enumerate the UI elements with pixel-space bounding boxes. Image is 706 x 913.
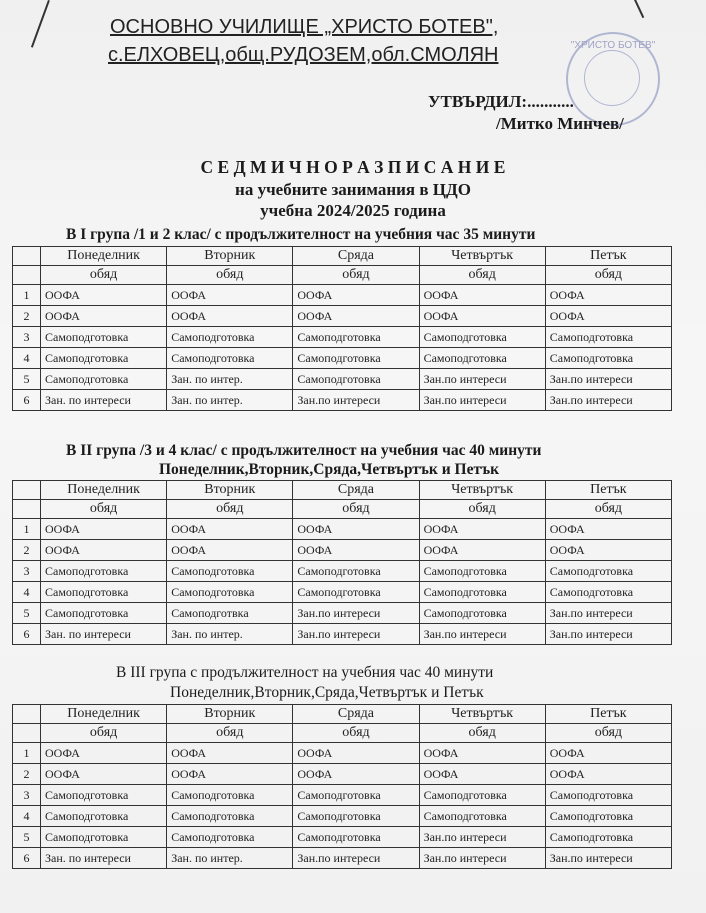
activity-cell: Зан.по интереси (419, 827, 545, 848)
activity-cell: Самоподготовка (545, 561, 671, 582)
activity-cell: ООФА (293, 743, 419, 764)
activity-cell: Самоподготовка (41, 806, 167, 827)
period-number-cell: 2 (13, 306, 41, 327)
period-number-cell: 3 (13, 561, 41, 582)
schedule-row (13, 285, 672, 306)
day-header-cell: Понеделник (41, 481, 167, 500)
activity-cell: ООФА (293, 285, 419, 306)
activity-cell: Самоподготовка (167, 827, 293, 848)
activity-cell: Самоподготовка (419, 348, 545, 369)
activity-cell: Самоподготовка (293, 369, 419, 390)
period-number-cell: 5 (13, 369, 41, 390)
activity-cell: Самоподготовка (167, 582, 293, 603)
schedule-row (13, 785, 672, 806)
activity-cell: ООФА (41, 519, 167, 540)
day-header-cell: Вторник (167, 705, 293, 724)
group-1-body (13, 285, 672, 411)
schedule-row (13, 582, 672, 603)
activity-cell: Зан.по интереси (545, 369, 671, 390)
activity-cell: Самоподготовка (545, 348, 671, 369)
day-header-cell: Четвъртък (419, 705, 545, 724)
activity-cell: ООФА (167, 306, 293, 327)
schedule-row (13, 369, 672, 390)
day-corner-cell (13, 247, 41, 266)
activity-cell: ООФА (167, 743, 293, 764)
group-3-day-row (13, 705, 672, 724)
activity-cell: Зан.по интереси (293, 603, 419, 624)
activity-cell: Самоподготовка (167, 806, 293, 827)
group-1-lunch-row (13, 266, 672, 285)
activity-cell: ООФА (293, 764, 419, 785)
schedule-row (13, 390, 672, 411)
activity-cell: Самоподготовка (419, 582, 545, 603)
period-number-cell: 6 (13, 390, 41, 411)
activity-cell: Зан.по интереси (545, 603, 671, 624)
activity-cell: Самоподготовка (293, 582, 419, 603)
approve-name: /Митко Минчев/ (496, 114, 624, 133)
lunch-cell: обяд (293, 724, 419, 743)
activity-cell: Зан.по интереси (419, 369, 545, 390)
schedule-row (13, 827, 672, 848)
activity-cell: Самоподготовка (419, 603, 545, 624)
activity-cell: ООФА (41, 306, 167, 327)
stamp-text: "ХРИСТО БОТЕВ" (570, 40, 656, 51)
activity-cell: Самоподготовка (293, 561, 419, 582)
schedule-title: С Е Д М И Ч Н О Р А З П И С А Н И Е (200, 157, 506, 177)
activity-cell: Зан. по интереси (41, 624, 167, 645)
activity-cell: Самоподготовка (41, 827, 167, 848)
day-header-cell: Сряда (293, 247, 419, 266)
schedule-row (13, 603, 672, 624)
lunch-cell: обяд (545, 266, 671, 285)
activity-cell: ООФА (41, 285, 167, 306)
period-number-cell: 1 (13, 743, 41, 764)
activity-cell: Самоподготовка (167, 785, 293, 806)
period-number-cell: 3 (13, 785, 41, 806)
day-corner-cell (13, 481, 41, 500)
schedule-row (13, 561, 672, 582)
group-1-day-row (13, 247, 672, 266)
lunch-cell: обяд (419, 724, 545, 743)
activity-cell: Самоподготвка (167, 603, 293, 624)
schedule-year: учебна 2024/2025 година (260, 201, 446, 220)
schedule-row (13, 848, 672, 869)
activity-cell: Зан. по интер. (167, 369, 293, 390)
activity-cell: ООФА (293, 540, 419, 561)
activity-cell: Самоподготовка (41, 561, 167, 582)
schedule-row (13, 764, 672, 785)
lunch-cell: обяд (293, 500, 419, 519)
lunch-cell: обяд (545, 724, 671, 743)
group-3-table (12, 704, 672, 869)
schedule-subtitle: на учебните занимания в ЦДО (235, 180, 471, 199)
activity-cell: Самоподготовка (167, 327, 293, 348)
group-1-heading: В I група /1 и 2 клас/ с продължителност на учебния час 35 минути (66, 226, 536, 243)
activity-cell: ООФА (419, 540, 545, 561)
period-number-cell: 5 (13, 827, 41, 848)
activity-cell: Самоподготовка (41, 785, 167, 806)
activity-cell: Самоподготовка (419, 806, 545, 827)
activity-cell: Зан.по интереси (293, 848, 419, 869)
group-2-heading: В II група /3 и 4 клас/ с продължителност на учебния час 40 минути (66, 442, 542, 459)
activity-cell: Самоподготовка (293, 827, 419, 848)
activity-cell: ООФА (545, 306, 671, 327)
activity-cell: Самоподготовка (41, 603, 167, 624)
day-header-cell: Сряда (293, 481, 419, 500)
activity-cell: Зан. по интер. (167, 848, 293, 869)
period-number-cell: 2 (13, 540, 41, 561)
day-header-cell: Четвъртък (419, 247, 545, 266)
group-3-heading: В III група с продължителност на учебния час 40 минути (116, 664, 494, 681)
activity-cell: ООФА (167, 519, 293, 540)
activity-cell: Зан.по интереси (545, 390, 671, 411)
day-header-cell: Четвъртък (419, 481, 545, 500)
activity-cell: Зан.по интереси (419, 848, 545, 869)
activity-cell: ООФА (41, 743, 167, 764)
group-1-table (12, 246, 672, 411)
activity-cell: ООФА (545, 285, 671, 306)
schedule-row (13, 348, 672, 369)
activity-cell: Зан.по интереси (293, 390, 419, 411)
day-header-cell: Петък (545, 247, 671, 266)
pin-line-right (634, 0, 644, 18)
lunch-cell: обяд (545, 500, 671, 519)
activity-cell: Самоподготовка (41, 348, 167, 369)
day-header-cell: Вторник (167, 247, 293, 266)
activity-cell: Зан.по интереси (419, 390, 545, 411)
period-number-cell: 4 (13, 806, 41, 827)
activity-cell: ООФА (419, 285, 545, 306)
activity-cell: ООФА (41, 764, 167, 785)
activity-cell: ООФА (41, 540, 167, 561)
activity-cell: Самоподготовка (545, 582, 671, 603)
group-2-day-row (13, 481, 672, 500)
activity-cell: Самоподготовка (41, 369, 167, 390)
period-number-cell: 3 (13, 327, 41, 348)
activity-cell: Самоподготовка (293, 348, 419, 369)
activity-cell: Зан. по интереси (41, 390, 167, 411)
activity-cell: ООФА (419, 743, 545, 764)
activity-cell: Самоподготовка (167, 348, 293, 369)
group-2-body (13, 519, 672, 645)
schedule-row (13, 743, 672, 764)
lunch-cell: обяд (41, 266, 167, 285)
lunch-cell: обяд (41, 500, 167, 519)
activity-cell: ООФА (167, 764, 293, 785)
activity-cell: ООФА (293, 306, 419, 327)
lunch-cell: обяд (167, 266, 293, 285)
stamp-inner-ring (584, 50, 640, 106)
lunch-corner-cell (13, 266, 41, 285)
schedule-row (13, 306, 672, 327)
approve-label: УТВЪРДИЛ:........... (428, 92, 574, 111)
day-corner-cell (13, 705, 41, 724)
group-2-lunch-row (13, 500, 672, 519)
activity-cell: Зан.по интереси (419, 624, 545, 645)
activity-cell: Самоподготовка (293, 785, 419, 806)
activity-cell: ООФА (419, 306, 545, 327)
group-3-lunch-row (13, 724, 672, 743)
group-3-subheading: Понеделник,Вторник,Сряда,Четвъртък и Петък (170, 684, 484, 701)
activity-cell: ООФА (167, 285, 293, 306)
lunch-cell: обяд (167, 500, 293, 519)
activity-cell: ООФА (293, 519, 419, 540)
schedule-row (13, 540, 672, 561)
school-stamp (566, 32, 660, 126)
lunch-corner-cell (13, 500, 41, 519)
activity-cell: Зан.по интереси (293, 624, 419, 645)
activity-cell: Самоподготовка (419, 785, 545, 806)
period-number-cell: 2 (13, 764, 41, 785)
activity-cell: Самоподготовка (545, 785, 671, 806)
lunch-cell: обяд (419, 500, 545, 519)
activity-cell: Самоподготовка (545, 806, 671, 827)
day-header-cell: Петък (545, 705, 671, 724)
activity-cell: Самоподготовка (545, 827, 671, 848)
day-header-cell: Вторник (167, 481, 293, 500)
activity-cell: ООФА (545, 764, 671, 785)
activity-cell: Зан.по интереси (545, 624, 671, 645)
day-header-cell: Понеделник (41, 705, 167, 724)
schedule-row (13, 327, 672, 348)
period-number-cell: 6 (13, 624, 41, 645)
school-name-line2: с.ЕЛХОВЕЦ,общ.РУДОЗЕМ,обл.СМОЛЯН (108, 44, 499, 66)
group-2-subheading: Понеделник,Вторник,Сряда,Четвъртък и Петък (159, 461, 500, 478)
activity-cell: Самоподготовка (293, 327, 419, 348)
day-header-cell: Понеделник (41, 247, 167, 266)
schedule-row (13, 519, 672, 540)
period-number-cell: 1 (13, 285, 41, 306)
group-3-body (13, 743, 672, 869)
lunch-corner-cell (13, 724, 41, 743)
activity-cell: ООФА (545, 743, 671, 764)
activity-cell: Самоподготовка (41, 582, 167, 603)
group-2-table (12, 480, 672, 645)
activity-cell: ООФА (167, 540, 293, 561)
activity-cell: Самоподготовка (419, 561, 545, 582)
period-number-cell: 5 (13, 603, 41, 624)
activity-cell: ООФА (545, 519, 671, 540)
activity-cell: Самоподготовка (167, 561, 293, 582)
school-name-line1: ОСНОВНО УЧИЛИЩЕ „ХРИСТО БОТЕВ", (110, 16, 499, 38)
lunch-cell: обяд (41, 724, 167, 743)
period-number-cell: 1 (13, 519, 41, 540)
schedule-row (13, 624, 672, 645)
activity-cell: ООФА (545, 540, 671, 561)
period-number-cell: 4 (13, 348, 41, 369)
lunch-cell: обяд (293, 266, 419, 285)
day-header-cell: Петък (545, 481, 671, 500)
period-number-cell: 4 (13, 582, 41, 603)
period-number-cell: 6 (13, 848, 41, 869)
activity-cell: Зан. по интереси (41, 848, 167, 869)
activity-cell: Самоподготовка (419, 327, 545, 348)
pin-line-left (31, 0, 50, 48)
activity-cell: Зан. по интер. (167, 624, 293, 645)
schedule-row (13, 806, 672, 827)
activity-cell: Зан. по интер. (167, 390, 293, 411)
activity-cell: ООФА (419, 519, 545, 540)
activity-cell: Самоподготовка (545, 327, 671, 348)
activity-cell: Самоподготовка (41, 327, 167, 348)
lunch-cell: обяд (419, 266, 545, 285)
activity-cell: Зан.по интереси (545, 848, 671, 869)
day-header-cell: Сряда (293, 705, 419, 724)
activity-cell: Самоподготовка (293, 806, 419, 827)
lunch-cell: обяд (167, 724, 293, 743)
activity-cell: ООФА (419, 764, 545, 785)
